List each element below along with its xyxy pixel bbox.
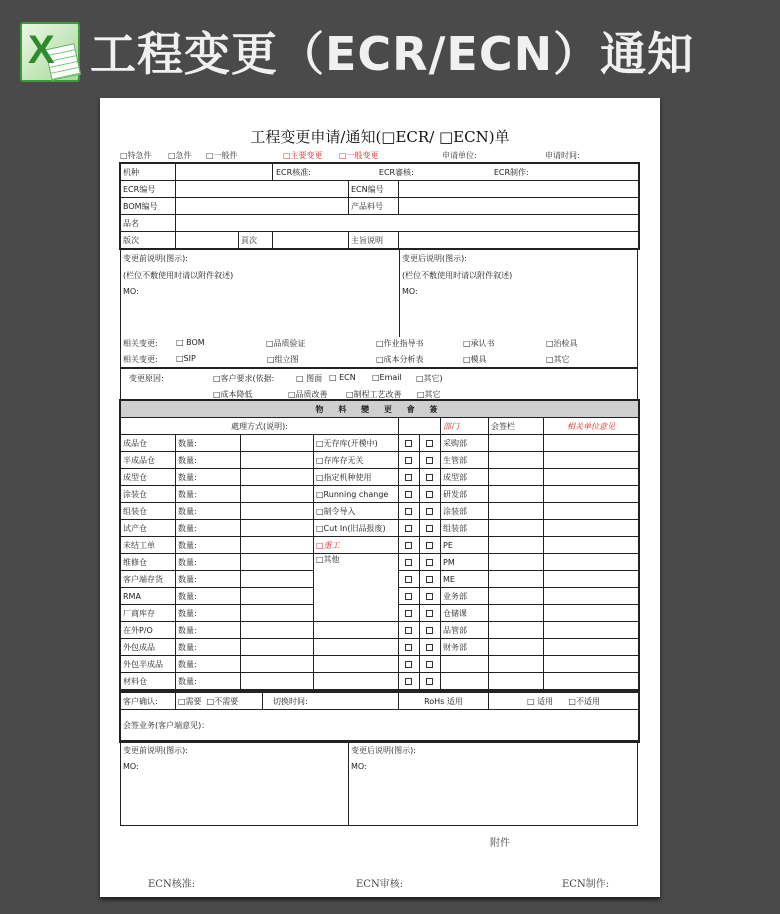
urgency-special[interactable]: □特急件 — [120, 151, 152, 160]
reject-checkbox[interactable] — [420, 452, 441, 469]
opinion-field[interactable] — [544, 554, 639, 571]
dept-label: 财务部 — [441, 639, 489, 656]
warehouse-label: 试产仓 — [121, 520, 176, 537]
sign-field[interactable] — [489, 435, 544, 452]
quantity-label: 数量: — [176, 486, 241, 503]
handling-method[interactable]: □指定机种使用 — [314, 469, 399, 486]
quantity-field[interactable] — [241, 673, 314, 690]
material-row — [121, 435, 639, 452]
related-label: 相关变更: — [123, 339, 158, 348]
dept-label: 品管部 — [441, 622, 489, 639]
bom-no-field[interactable] — [176, 198, 349, 215]
header-table — [120, 163, 639, 249]
bom-no-label: BOM编号 — [121, 198, 176, 215]
reason-other-2[interactable]: □其它 — [417, 390, 441, 399]
dept-label: 仓储课 — [441, 605, 489, 622]
material-title: 物 料 變 更 會 簽 — [121, 401, 639, 418]
approve-checkbox[interactable] — [399, 452, 420, 469]
reject-checkbox[interactable] — [420, 520, 441, 537]
warehouse-label: 外包半成品 — [121, 656, 176, 673]
after2-title: 变更后说明(图示): — [351, 746, 416, 755]
reason-label: 变更原因: — [129, 374, 164, 383]
approve-checkbox[interactable] — [399, 486, 420, 503]
warehouse-label: 成型仓 — [121, 469, 176, 486]
related-other[interactable]: □其它 — [546, 355, 570, 364]
ecn-no-label: ECN编号 — [349, 181, 399, 198]
approve-checkbox[interactable] — [399, 503, 420, 520]
approve-checkbox[interactable] — [399, 520, 420, 537]
part-no-label: 产品料号 — [349, 198, 399, 215]
quantity-field[interactable] — [241, 656, 314, 673]
material-row — [121, 537, 639, 554]
ecr-sign-cell — [273, 164, 639, 181]
approve-checkbox[interactable] — [399, 435, 420, 452]
quantity-field[interactable] — [241, 520, 314, 537]
customer-confirm-label: 客户确认: — [121, 693, 176, 710]
quantity-label: 数量: — [176, 571, 241, 588]
ecr-approve-label: ECR核准: — [276, 167, 311, 177]
opinion-field[interactable] — [544, 673, 639, 690]
excel-logo-icon: X — [20, 22, 80, 82]
opinion-field[interactable] — [544, 486, 639, 503]
quantity-label: 数量: — [176, 452, 241, 469]
quantity-label: 数量: — [176, 622, 241, 639]
ecn-make-label: ECN制作: — [562, 879, 610, 890]
opinion-field[interactable] — [544, 537, 639, 554]
sign-header: 会签栏 — [489, 418, 544, 435]
warehouse-label: 维修仓 — [121, 554, 176, 571]
quantity-field[interactable] — [241, 639, 314, 656]
quantity-field[interactable] — [241, 588, 314, 605]
before2-title: 变更前说明(图示): — [123, 746, 188, 755]
form-title: 工程变更申请/通知(□ECR/ □ECN)单 — [250, 128, 510, 146]
sign-field[interactable] — [489, 673, 544, 690]
switch-time-label: 切换时间: — [263, 693, 399, 710]
warehouse-label: RMA — [121, 588, 176, 605]
ecr-make-label: ECR制作: — [493, 167, 529, 177]
quantity-label: 数量: — [176, 605, 241, 622]
sign-field[interactable] — [489, 656, 544, 673]
handling-method[interactable] — [314, 656, 399, 673]
reject-checkbox[interactable] — [420, 554, 441, 571]
ecn-approve-label: ECN核准: — [148, 879, 196, 890]
urgency-normal[interactable]: □一般件 — [206, 151, 238, 160]
dept-label: 生管部 — [441, 452, 489, 469]
approve-checkbox[interactable] — [399, 639, 420, 656]
approve-checkbox[interactable] — [399, 571, 420, 588]
opinion-field[interactable] — [544, 503, 639, 520]
handling-method[interactable]: □Cut In(旧品报废) — [314, 520, 399, 537]
quantity-field[interactable] — [241, 503, 314, 520]
attachment-label: 附件 — [490, 838, 510, 849]
ecn-no-field[interactable] — [399, 181, 639, 198]
sign-field[interactable] — [489, 639, 544, 656]
dept-label: 采购部 — [441, 435, 489, 452]
quantity-field[interactable] — [241, 486, 314, 503]
quantity-field[interactable] — [241, 605, 314, 622]
quantity-field[interactable] — [241, 537, 314, 554]
related-quality[interactable]: □品质验证 — [266, 339, 306, 348]
quantity-field[interactable] — [241, 469, 314, 486]
quantity-field[interactable] — [241, 554, 314, 571]
rohs-label: RoHs 适用 — [399, 693, 489, 710]
approve-checkbox[interactable] — [399, 605, 420, 622]
model-label: 机种 — [121, 164, 176, 181]
dept-label: PE — [441, 537, 489, 554]
warehouse-label: 材料仓 — [121, 673, 176, 690]
related-label-2: 相关变更: — [123, 355, 158, 364]
reject-checkbox[interactable] — [420, 571, 441, 588]
reject-checkbox[interactable] — [420, 588, 441, 605]
sign-field[interactable] — [489, 554, 544, 571]
rohs-not-apply-checkbox[interactable]: □不适用 — [568, 696, 600, 706]
related-fixture[interactable]: □治检具 — [546, 339, 578, 348]
bottom-description-box — [120, 740, 638, 826]
related-bom[interactable]: □ BOM — [176, 338, 205, 347]
dept-header: 部门 — [441, 418, 489, 435]
quantity-label: 数量: — [176, 503, 241, 520]
reason-cost-down[interactable]: □成本降低 — [213, 390, 253, 399]
before-note: (栏位不敷使用时请以附件叙述) — [123, 271, 234, 280]
dept-label: 业务部 — [441, 588, 489, 605]
quantity-label: 数量: — [176, 639, 241, 656]
form-page — [100, 98, 660, 897]
quantity-label: 数量: — [176, 520, 241, 537]
reason-email[interactable]: □Email — [372, 373, 402, 382]
approve-checkbox[interactable] — [399, 673, 420, 690]
name-label: 品名 — [121, 215, 176, 232]
dept-label — [441, 673, 489, 690]
customer-confirm-table — [120, 692, 639, 742]
method-header: 處理方式(说明): — [121, 418, 399, 435]
quantity-field[interactable] — [241, 452, 314, 469]
material-row — [121, 469, 639, 486]
handling-method[interactable]: □存库存无关 — [314, 452, 399, 469]
quantity-field[interactable] — [241, 435, 314, 452]
before-title: 变更前说明(图示): — [123, 254, 188, 263]
warehouse-label: 成品仓 — [121, 435, 176, 452]
handling-method[interactable] — [314, 673, 399, 690]
version-label: 版次 — [121, 232, 176, 249]
name-field[interactable] — [176, 215, 639, 232]
reject-checkbox[interactable] — [420, 469, 441, 486]
rohs-apply-checkbox[interactable]: □ 适用 — [527, 696, 554, 706]
approve-checkbox[interactable] — [399, 622, 420, 639]
apply-unit-label: 申请单位: — [442, 151, 477, 160]
subject-label: 主旨说明 — [349, 232, 399, 249]
change-major[interactable]: □主要变更 — [283, 151, 323, 160]
after-note: (栏位不敷使用时请以附件叙述) — [402, 271, 513, 280]
reason-customer[interactable]: □客户要求(依据: — [213, 374, 275, 383]
material-row — [121, 452, 639, 469]
material-row — [121, 639, 639, 656]
material-row — [121, 656, 639, 673]
sign-field[interactable] — [489, 469, 544, 486]
reason-drawing[interactable]: □ 图面 — [296, 374, 323, 383]
opinion-field[interactable] — [544, 571, 639, 588]
opinion-field[interactable] — [544, 639, 639, 656]
dept-label: 研发部 — [441, 486, 489, 503]
change-minor[interactable]: □一般变更 — [339, 151, 379, 160]
sign-field[interactable] — [489, 622, 544, 639]
change-reason-box — [120, 368, 638, 400]
material-row — [121, 622, 639, 639]
after2-mo[interactable]: MO: — [351, 762, 367, 771]
warehouse-label: 在外P/O — [121, 622, 176, 639]
handling-method[interactable]: □重工 — [314, 537, 399, 554]
model-field[interactable] — [176, 164, 273, 181]
banner-title: 工程变更（ECR/ECN）通知 — [90, 27, 695, 81]
after-title: 变更后说明(图示): — [402, 254, 467, 263]
related-assembly-drawing[interactable]: □组立图 — [267, 355, 299, 364]
page-field[interactable] — [273, 232, 349, 249]
sign-field[interactable] — [489, 588, 544, 605]
opinion-field[interactable] — [544, 469, 639, 486]
sign-field[interactable] — [489, 537, 544, 554]
warehouse-label: 外包成品 — [121, 639, 176, 656]
approve-checkbox[interactable] — [399, 469, 420, 486]
related-sip[interactable]: □SIP — [176, 354, 196, 363]
opinion-field[interactable] — [544, 605, 639, 622]
warehouse-label: 涂装仓 — [121, 486, 176, 503]
handling-method[interactable] — [314, 639, 399, 656]
sign-field[interactable] — [489, 520, 544, 537]
related-work-instruction[interactable]: □作业指导书 — [376, 339, 424, 348]
after-mo[interactable]: MO: — [402, 287, 418, 296]
related-approval[interactable]: □承认书 — [463, 339, 495, 348]
dept-label — [441, 656, 489, 673]
ecr-review-label: ECR審核: — [378, 167, 414, 177]
warehouse-label: 半成品仓 — [121, 452, 176, 469]
quantity-label: 数量: — [176, 656, 241, 673]
dept-label: 涂装部 — [441, 503, 489, 520]
material-row — [121, 503, 639, 520]
change-description-box — [120, 248, 638, 368]
opinion-field[interactable] — [544, 622, 639, 639]
quantity-field[interactable] — [241, 622, 314, 639]
approve-checkbox[interactable] — [399, 588, 420, 605]
dept-label: 组装部 — [441, 520, 489, 537]
material-row — [121, 486, 639, 503]
material-table — [120, 400, 639, 690]
handling-method[interactable]: □无存库(开模中) — [314, 435, 399, 452]
page-label: 頁次 — [239, 232, 273, 249]
reject-checkbox[interactable] — [420, 673, 441, 690]
part-no-field[interactable] — [399, 198, 639, 215]
countersign-label[interactable]: 会签业务(客户端意见)： — [121, 710, 639, 742]
before2-mo[interactable]: MO: — [123, 762, 139, 771]
opinion-field[interactable] — [544, 435, 639, 452]
version-field[interactable] — [176, 232, 239, 249]
approve-checkbox[interactable] — [399, 537, 420, 554]
handling-method[interactable] — [314, 622, 399, 639]
quantity-label: 数量: — [176, 554, 241, 571]
sign-field[interactable] — [489, 571, 544, 588]
ecr-no-label: ECR编号 — [121, 181, 176, 198]
customer-need-checkbox[interactable]: □需要 — [178, 696, 202, 706]
approve-checkbox[interactable] — [399, 554, 420, 571]
reject-checkbox[interactable] — [420, 486, 441, 503]
reason-process[interactable]: □制程工艺改善 — [346, 390, 402, 399]
opinion-field[interactable] — [544, 656, 639, 673]
reason-ecn[interactable]: □ ECN — [329, 373, 356, 382]
related-mold[interactable]: □模具 — [463, 355, 487, 364]
reject-checkbox[interactable] — [420, 435, 441, 452]
subject-field[interactable] — [399, 232, 639, 249]
urgency-urgent[interactable]: □急件 — [168, 151, 192, 160]
related-cost-analysis[interactable]: □成本分析表 — [376, 355, 424, 364]
material-row — [121, 554, 639, 571]
opinion-field[interactable] — [544, 520, 639, 537]
opinion-field[interactable] — [544, 452, 639, 469]
warehouse-label: 组装仓 — [121, 503, 176, 520]
handling-method[interactable]: □其他 — [314, 554, 399, 622]
reject-checkbox[interactable] — [420, 656, 441, 673]
quantity-label: 数量: — [176, 673, 241, 690]
apply-time-label: 申请时间: — [545, 151, 580, 160]
opinion-header: 相关单位意见 — [544, 418, 639, 435]
dept-label: 成型部 — [441, 469, 489, 486]
dept-label: PM — [441, 554, 489, 571]
quantity-field[interactable] — [241, 571, 314, 588]
sign-field[interactable] — [489, 503, 544, 520]
handling-method[interactable]: □Running change — [314, 486, 399, 503]
opinion-field[interactable] — [544, 588, 639, 605]
warehouse-label: 厂商库存 — [121, 605, 176, 622]
ecr-no-field[interactable] — [176, 181, 349, 198]
material-row — [121, 673, 639, 690]
handling-method[interactable]: □制令导入 — [314, 503, 399, 520]
quantity-label: 数量: — [176, 537, 241, 554]
before-mo[interactable]: MO: — [123, 287, 139, 296]
sign-field[interactable] — [489, 605, 544, 622]
reject-checkbox[interactable] — [420, 503, 441, 520]
quantity-label: 数量: — [176, 435, 241, 452]
customer-no-need-checkbox[interactable]: □不需要 — [206, 696, 239, 706]
reject-checkbox[interactable] — [420, 605, 441, 622]
warehouse-label: 客户端存货 — [121, 571, 176, 588]
quantity-label: 数量: — [176, 469, 241, 486]
check-header — [399, 418, 441, 435]
quantity-label: 数量: — [176, 588, 241, 605]
ecn-review-label: ECN审核: — [356, 879, 404, 890]
sign-field[interactable] — [489, 452, 544, 469]
dept-label: ME — [441, 571, 489, 588]
reject-checkbox[interactable] — [420, 639, 441, 656]
reason-other-1[interactable]: □其它) — [416, 374, 443, 383]
sign-field[interactable] — [489, 486, 544, 503]
approve-checkbox[interactable] — [399, 656, 420, 673]
warehouse-label: 未结工单 — [121, 537, 176, 554]
reject-checkbox[interactable] — [420, 622, 441, 639]
material-row — [121, 520, 639, 537]
reject-checkbox[interactable] — [420, 537, 441, 554]
reason-quality[interactable]: □品质改善 — [288, 390, 328, 399]
